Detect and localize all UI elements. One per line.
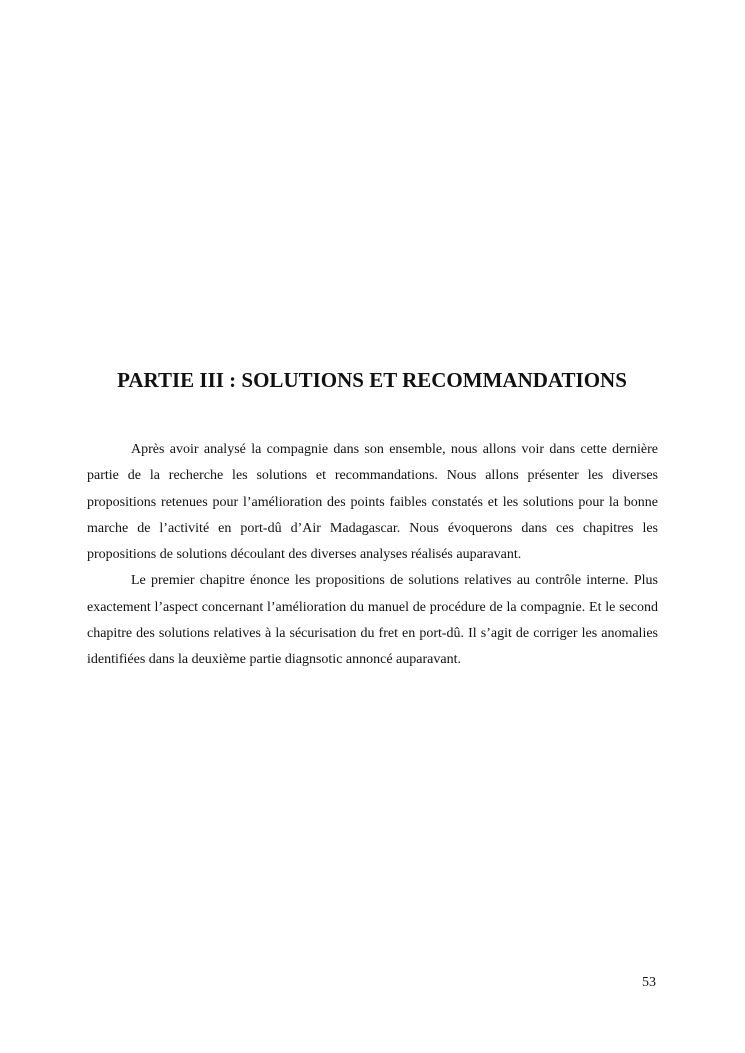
paragraph-intro: Après avoir analysé la compagnie dans son ensemble, nous allons voir dans cette dernière partie de la recherche les solutions et recommandations. Nous allons présenter les diverses propositions retenues pour l’amélioration des points faibles constatés et les solutions pour la bonne marche de l’activité en port-dû d’Air Madagascar. Nous évoquerons dans ces chapitres les propositions de solutions découlant des diverses analyses réalisés auparavant. — [87, 442, 658, 563]
page-number: 53 — [642, 975, 656, 990]
paragraph-chapters: Le premier chapitre énonce les propositions de solutions relatives au contrôle interne. Plus exactement l’aspect concernant l’amélioration du manuel de procédure de la compagnie. Et le second chapitre des solutions relatives à la sécurisation du fret en port-dû. Il s’agit de corriger les anomalies identifiées dans la deuxième partie diagnsotic annoncé auparavant. — [87, 573, 658, 668]
body-text — [87, 437, 658, 674]
part-title: PARTIE III : SOLUTIONS ET RECOMMANDATIONS — [117, 368, 627, 392]
